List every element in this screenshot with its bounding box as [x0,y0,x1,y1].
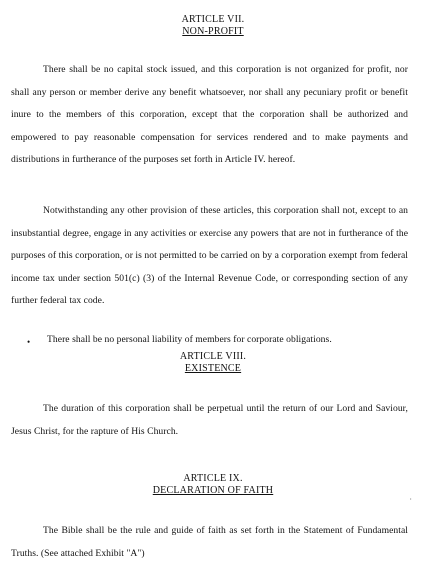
article-7-paragraph-1: There shall be no capital stock issued, and this corporation is not organized for profit, nor shall any person or member derive any benefit whatsoever, nor shall any pecuniary profit or benefit inure to the members of this corporation, except that the corporation shall be authorized and empowered to pay reasonable compensation for services rendered and to make payments and distributions in furtherance of the purposes set forth in Article IV. hereof. [11,64,408,165]
article-8-subtitle: EXISTENCE [184,363,242,374]
article-8-title: ARTICLE VIII. [179,351,247,362]
article-9-title: ARTICLE IX. [183,473,243,484]
article-7-paragraph-2: Notwithstanding any other provision of these articles, this corporation shall not, except to an insubstantial degree, engage in any activities or exercise any powers that are not in furtherance of the purposes of this corporation, or is not permitted to be carried on by a corporation exempt from federal income tax under section 501(c) (3) of the Internal Revenue Code, or corresponding section of any further federal tax code. [11,205,408,306]
margin-mark: · [409,495,412,504]
article-7-subtitle: NON-PROFIT [182,26,244,37]
article-9-subtitle: DECLARATION OF FAITH [152,485,274,496]
article-7-heading [0,14,426,38]
article-9-paragraph-1: The Bible shall be the rule and guide of faith as set forth in the Statement of Fundamental Truths. (See attached Exhibit "A") [11,525,408,559]
bullet-mark: • [27,337,31,347]
article-9-heading [0,473,426,497]
article-8-heading [0,351,426,375]
article-8-paragraph-1: The duration of this corporation shall be perpetual until the return of our Lord and Saviour, Jesus Christ, for the rapture of His Church. [11,403,408,437]
article-7-paragraph-3: There shall be no personal liability of members for corporate obligations. [47,334,332,345]
article-7-title: ARTICLE VII. [181,14,245,25]
